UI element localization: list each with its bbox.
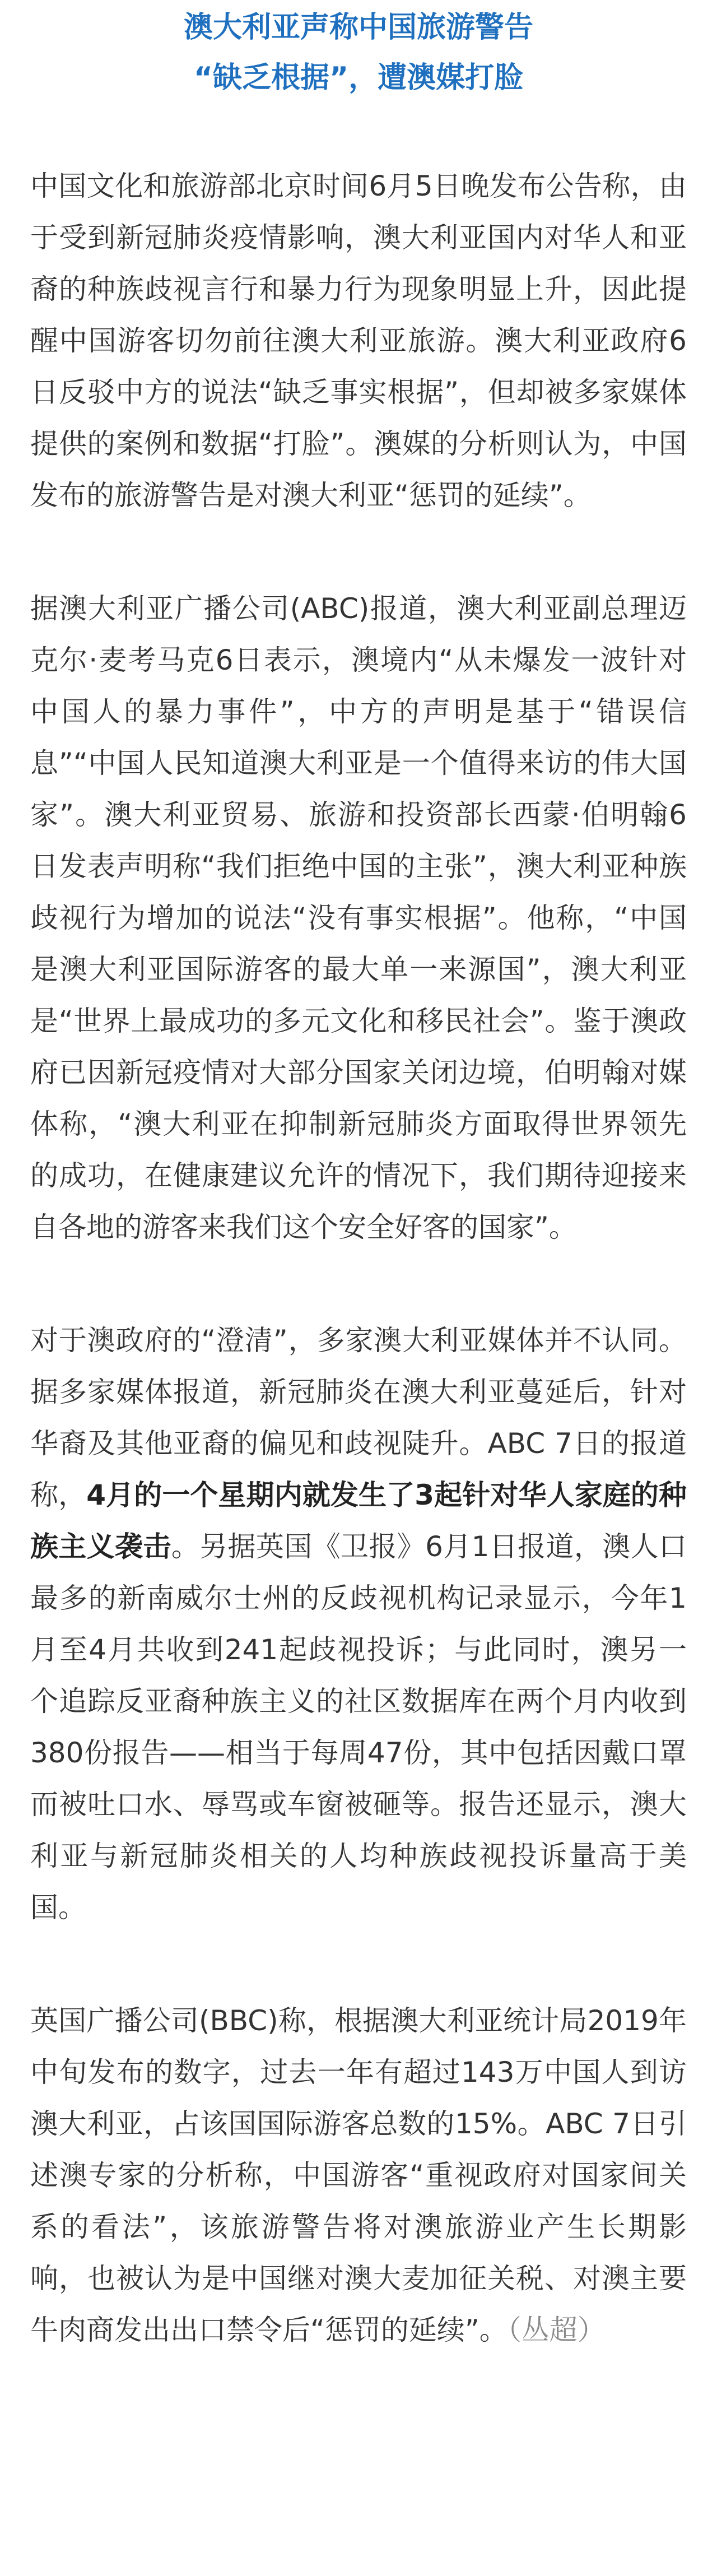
paragraph-4-text: 英国广播公司(BBC)称，根据澳大利亚统计局2019年中旬发布的数字，过去一年有超过143万中国人到访澳大利亚，占该国国际游客总数的15%。ABC 7日引述澳专家的分析称，中国游客“重视政府对国家间关系的看法”，该旅游警告将对澳旅游业产生长期影响，也被认为是中国继对澳大麦加征关税、对澳主要牛肉商发出出口禁令后“惩罚的延续”。 [30, 2004, 687, 2346]
paragraph-3-rest: 。另据英国《卫报》6月1日报道，澳人口最多的新南威尔士州的反歧视机构记录显示，今年1月至4月共收到241起歧视投诉；与此同时，澳另一个追踪反亚裔种族主义的社区数据库在两个月内收到380份报告——相当于每周47份，其中包括因戴口罩而被吐口水、辱骂或车窗被砸等。报告还显示，澳大利亚与新冠肺炎相关的人均种族歧视投诉量高于美国。 [30, 1530, 687, 1924]
headline-line-1: 澳大利亚声称中国旅游警告 [183, 11, 533, 44]
author-source: （丛超） [507, 2314, 606, 2346]
headline-line-2: “缺乏根据”，遭澳媒打脸 [193, 61, 524, 95]
paragraph-1: 中国文化和旅游部北京时间6月5日晚发布公告称，由于受到新冠肺炎疫情影响，澳大利亚国内对华人和亚裔的种族歧视言行和暴力行为现象明显上升，因此提醒中国游客切勿前往澳大利亚旅游。澳大利亚政府6日反驳中方的说法“缺乏事实根据”，但却被多家媒体提供的案例和数据“打脸”。澳媒的分析则认为，中国发布的旅游警告是对澳大利亚“惩罚的延续”。 [30, 170, 687, 512]
paragraph-3-lead: 对于澳政府的“澄清”，多家澳大利亚媒体并不认同。据多家媒体报道，新冠肺炎在澳大利亚蔓延后，针对华裔及其他亚裔的偏见和歧视陡升。ABC 7日的报道称， [30, 1324, 687, 1511]
paragraph-3-highlight: 4月的一个星期内就发生了3起针对华人家庭的种族主义袭击 [30, 1479, 687, 1563]
paragraph-2: 据澳大利亚广播公司(ABC)报道，澳大利亚副总理迈克尔·麦考马克6日表示，澳境内“从未爆发一波针对中国人的暴力事件”，中方的声明是基于“错误信息”“中国人民知道澳大利亚是一个值得来访的伟大国家”。澳大利亚贸易、旅游和投资部长西蒙·伯明翰6日发表声明称“我们拒绝中国的主张”，澳大利亚种族歧视行为增加的说法“没有事实根据”。他称，“中国是澳大利亚国际游客的最大单一来源国”，澳大利亚是“世界上最成功的多元文化和移民社会”。鉴于澳政府已因新冠疫情对大部分国家关闭边境，伯明翰对媒体称，“澳大利亚在抑制新冠肺炎方面取得世界领先的成功，在健康建议允许的情况下，我们期待迎接来自各地的游客来我们这个安全好客的国家”。 [30, 592, 687, 1243]
paragraph-4 [30, 1995, 687, 2356]
article-headline [30, 0, 687, 103]
paragraph-3 [30, 1315, 687, 1933]
